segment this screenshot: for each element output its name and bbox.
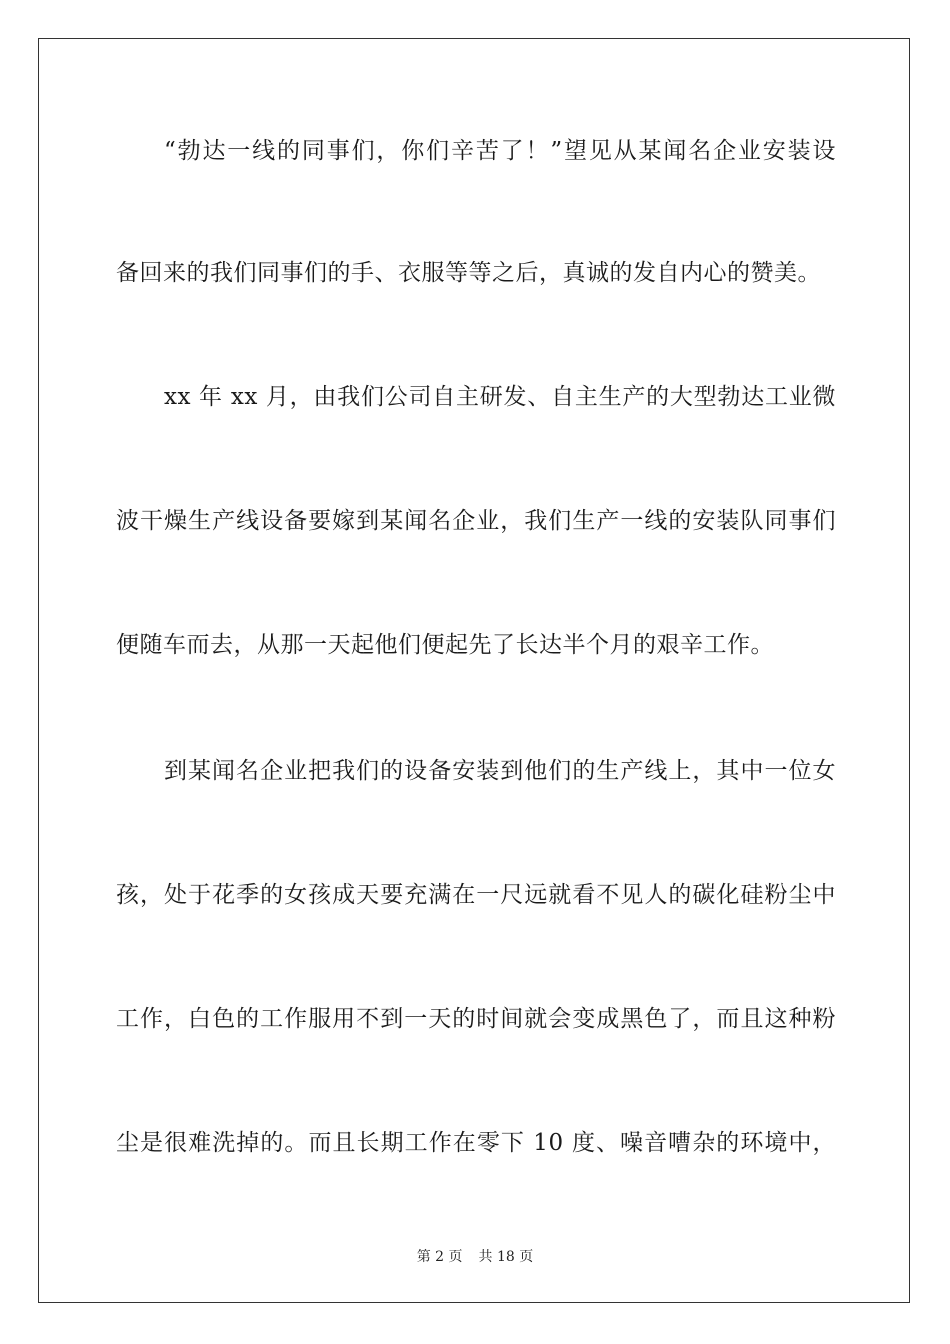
page-footer bbox=[0, 1248, 950, 1266]
page-number: 第 2 页 bbox=[416, 1249, 463, 1265]
paragraph-3-line-1: 到某闻名企业把我们的设备安装到他们的生产线上，其中一位女 bbox=[164, 758, 836, 784]
paragraph-1-line-2: 备回来的我们同事们的手、衣服等等之后，真诚的发自内心的赞美。 bbox=[116, 260, 821, 286]
paragraph-3-line-4: 尘是很难洗掉的。而且长期工作在零下 10 度、噪音嘈杂的环境中， bbox=[116, 1130, 836, 1156]
paragraph-1-line-1: “勃达一线的同事们，你们辛苦了！”望见从某闻名企业安装设 bbox=[164, 138, 836, 164]
paragraph-3-line-3: 工作，白色的工作服用不到一天的时间就会变成黑色了，而且这种粉 bbox=[116, 1006, 836, 1032]
paragraph-3-line-2: 孩，处于花季的女孩成天要充满在一尺远就看不见人的碳化硅粉尘中 bbox=[116, 882, 836, 908]
total-pages: 共 18 页 bbox=[478, 1249, 534, 1265]
paragraph-2-line-1: xx 年 xx 月，由我们公司自主研发、自主生产的大型勃达工业微 bbox=[164, 384, 836, 410]
paragraph-2-line-3: 便随车而去，从那一天起他们便起先了长达半个月的艰辛工作。 bbox=[116, 632, 774, 658]
page-border bbox=[38, 38, 910, 1303]
paragraph-2-line-2: 波干燥生产线设备要嫁到某闻名企业，我们生产一线的安装队同事们 bbox=[116, 508, 836, 534]
